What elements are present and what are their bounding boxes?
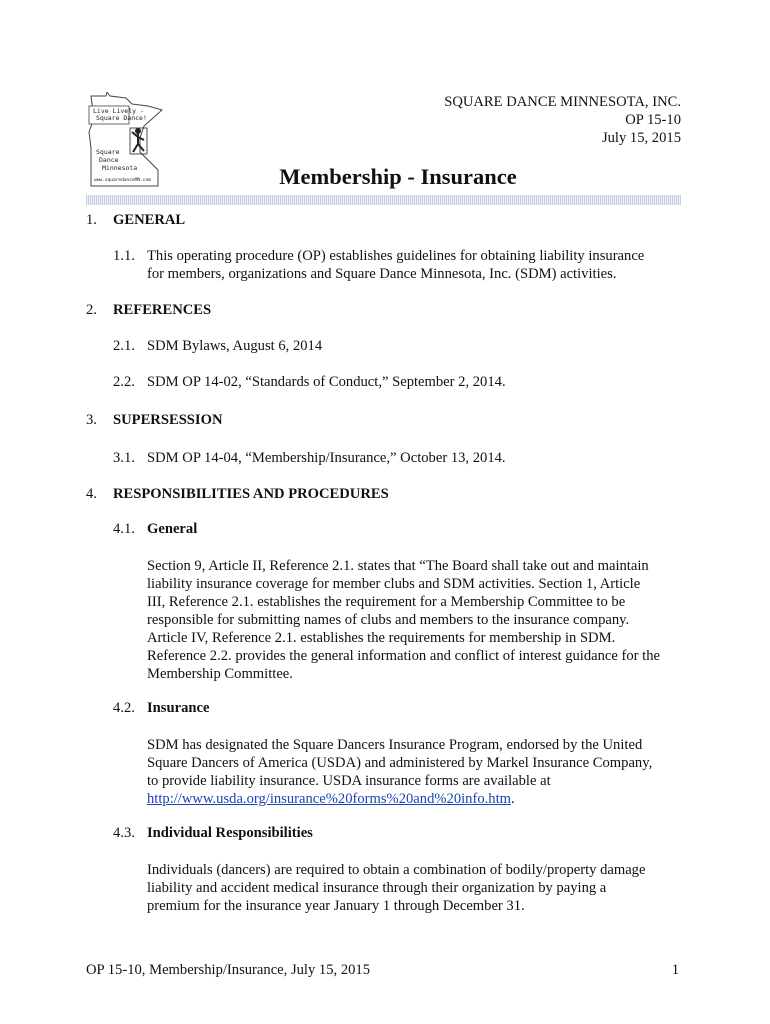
paragraph-line: Square Dancers of America (USDA) and administered by Markel Insurance Company, (147, 755, 653, 771)
header-date: July 15, 2015 (601, 130, 681, 146)
paragraph-line: SDM has designated the Square Dancers Insurance Program, endorsed by the United (147, 737, 643, 753)
item-1-1 (113, 248, 644, 265)
paragraph-line (147, 790, 687, 808)
section-supersession (86, 412, 223, 429)
item-3-1 (113, 450, 506, 467)
item-text: SDM OP 14-04, “Membership/Insurance,” October 13, 2014. (147, 450, 506, 466)
title-divider (86, 195, 681, 205)
paragraph-line: liability insurance coverage for member clubs and SDM activities. Section 1, Article (147, 576, 641, 592)
paragraph-line: III, Reference 2.1. establishes the requirement for a Membership Committee to be (147, 594, 626, 610)
op-number: OP 15-10 (625, 112, 681, 128)
subsection-insurance (113, 700, 209, 717)
section-heading: RESPONSIBILITIES AND PROCEDURES (113, 486, 389, 502)
subsection-general (113, 521, 197, 538)
subsection-heading: Insurance (147, 700, 210, 716)
logo-name-1: Square (96, 148, 120, 156)
individual-paragraph (147, 861, 687, 915)
section-number: 1. (86, 212, 97, 228)
section-heading: REFERENCES (113, 302, 212, 318)
logo-website: www.squaredanceMN.com (94, 178, 151, 183)
item-number: 2.2. (113, 374, 135, 390)
org-name: SQUARE DANCE MINNESOTA, INC. (444, 94, 681, 110)
paragraph-line: Section 9, Article II, Reference 2.1. states that “The Board shall take out and maintain (147, 558, 649, 574)
page-number: 1 (671, 962, 679, 978)
paragraph-line: Article IV, Reference 2.1. establishes the requirements for membership in SDM. (147, 630, 616, 646)
item-number: 3.1. (113, 450, 135, 466)
subsection-heading: Individual Responsibilities (147, 825, 313, 841)
item-2-1 (113, 338, 322, 355)
paragraph-line: Reference 2.2. provides the general information and conflict of interest guidance for the (147, 648, 661, 664)
usda-insurance-forms-link[interactable]: http://www.usda.org/insurance%20forms%20and%20info.htm (147, 791, 511, 807)
item-1-1-continued: for members, organizations and Square Dance Minnesota, Inc. (SDM) activities. (147, 266, 617, 282)
item-number: 2.1. (113, 338, 135, 354)
logo-name-2: Dance (99, 156, 119, 164)
paragraph-line: premium for the insurance year January 1 through December 31. (147, 898, 525, 914)
section-number: 3. (86, 412, 97, 428)
section-number: 4. (86, 486, 97, 502)
item-text: This operating procedure (OP) establishes guidelines for obtaining liability insurance (147, 248, 645, 264)
section-general (86, 212, 185, 229)
page-title: Membership - Insurance (279, 164, 517, 189)
subsection-heading: General (147, 521, 198, 537)
paragraph-line: liability and accident medical insurance through their organization by paying a (147, 880, 607, 896)
item-text: SDM Bylaws, August 6, 2014 (147, 338, 323, 354)
paragraph-line: Membership Committee. (147, 666, 293, 682)
item-text: SDM OP 14-02, “Standards of Conduct,” September 2, 2014. (147, 374, 506, 390)
item-2-2 (113, 374, 506, 391)
subsection-number: 4.3. (113, 825, 135, 841)
subsection-number: 4.1. (113, 521, 135, 537)
logo-tagline-2: Square Dance! (96, 114, 147, 122)
logo-name-3: Minnesota (102, 164, 138, 172)
logo-tagline-1: Live Lively - (93, 107, 144, 115)
insurance-paragraph (147, 736, 687, 808)
subsection-individual-responsibilities (113, 825, 313, 842)
subsection-number: 4.2. (113, 700, 135, 716)
section-number: 2. (86, 302, 97, 318)
general-paragraph (147, 557, 687, 683)
link-suffix: . (510, 791, 515, 807)
paragraph-line: responsible for submitting names of clubs and members to the insurance company. (147, 612, 630, 628)
section-heading: GENERAL (113, 212, 186, 228)
section-references (86, 302, 211, 319)
paragraph-line: Individuals (dancers) are required to obtain a combination of bodily/property damage (147, 862, 646, 878)
paragraph-line: to provide liability insurance. USDA insurance forms are available at (147, 773, 551, 789)
item-number: 1.1. (113, 248, 135, 264)
footer-text: OP 15-10, Membership/Insurance, July 15, 2015 (86, 962, 371, 978)
section-responsibilities (86, 486, 389, 503)
section-heading: SUPERSESSION (113, 412, 223, 428)
